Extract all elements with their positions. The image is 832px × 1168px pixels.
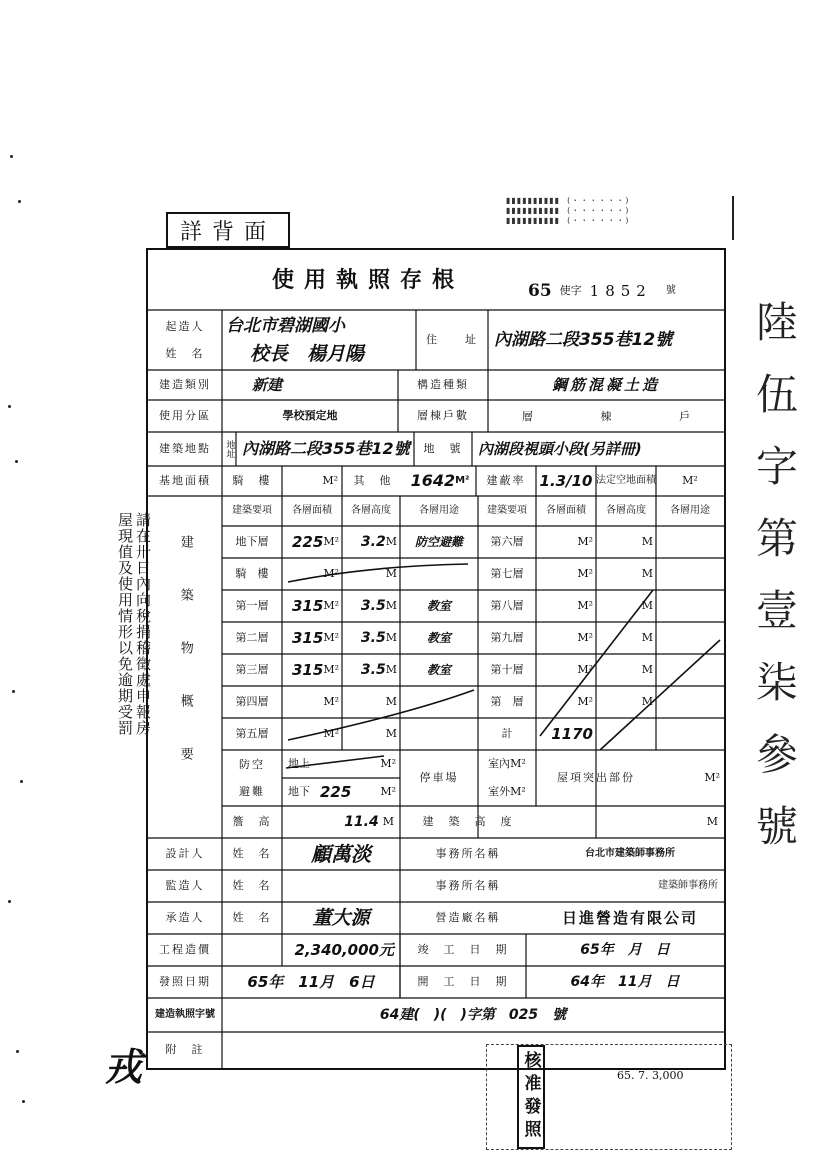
address-label: 住 址 [426,333,478,347]
floor-height-unit: M [385,599,397,613]
floor-area-unit: M² [577,567,593,581]
structure-value: 鋼筋混凝土造 [551,376,660,394]
site-address: 內湖路二段355巷12號 [242,439,410,459]
parking-label: 停車場 [419,771,459,785]
header-height-left: 各層高度 [351,505,391,516]
site-sub-label: 地址 [224,440,235,458]
legal-open-unit: M² [682,474,698,488]
floor-use-left: 教室 [426,598,451,613]
floor-item-right: 第 層 [490,695,524,709]
floor-item-left: 第一層 [235,599,269,613]
other-label: 其 他 [353,474,393,488]
supervisor-name-label: 姓 名 [232,879,272,893]
corner-mark: 戎 [104,1045,143,1089]
floor-area-left [282,718,342,750]
floor-item-left: 第三層 [235,663,269,677]
floor-height-left [342,686,400,718]
other-value: 1642 M² [410,471,470,491]
roof-label: 屋項突出部份 [557,771,635,785]
floor-height-right: M [641,567,653,581]
contractor-name: 董大源 [312,906,370,929]
floor-item-right: 第六層 [490,535,524,549]
structure-label: 構造種類 [417,378,469,392]
floor-area-value: 1170 [551,725,593,743]
floor-area-value: 315 [292,629,324,647]
floor-item-right: 第十層 [490,663,524,677]
floor-height-right: M [641,535,653,549]
summary-section-label: 建築物概要 [177,534,193,800]
building-height-unit: M [706,815,718,829]
coverage-label: 建蔽率 [486,474,526,488]
floor-area-value: 225 [292,533,324,551]
legal-open-label: 法定空地面積 [596,475,656,486]
floor-item-right: 第八層 [490,599,524,613]
floors-values: 層 棟 戶 [521,410,691,423]
floor-area-unit: M² [323,727,339,741]
site-label: 建築地點 [159,442,211,456]
floor-height-value: 3.5 [360,597,386,614]
floor-area-left [282,526,342,558]
floor-area-unit: M² [577,695,593,709]
floor-area-right [536,718,596,750]
start-date-label: 開 工 日 期 [417,975,509,989]
contractor-office-label: 營造廠名稱 [435,911,501,925]
contractor-label: 承造人 [165,911,205,925]
floor-area-unit: M² [323,695,339,709]
permit-ref-label: 建造執照字號 [155,1009,215,1020]
designer-name: 顧萬淡 [311,842,371,866]
lot-value: 內湖段視頭小段(另詳冊) [478,440,642,458]
floor-area-unit: M² [323,599,339,613]
floor-area-right [536,654,596,686]
completion-label: 竣 工 日 期 [417,943,509,957]
floor-area-unit: M² [323,535,339,549]
floor-height-unit: M [385,727,397,741]
issue-date-label: 發照日期 [159,975,211,989]
floor-area-left [282,622,342,654]
floor-height-right: M [641,631,653,645]
supervisor-label: 監造人 [165,879,205,893]
floor-use-left: 教室 [426,630,451,645]
start-date-value: 64年 11月 日 [570,973,680,990]
floor-area-right [536,526,596,558]
arcade-unit: M² [322,474,338,488]
permit-form [146,248,726,1070]
floor-area-unit: M² [577,631,593,645]
lot-label: 地 號 [423,442,463,456]
floor-area-left [282,590,342,622]
supervisor-office: 建築師事務所 [658,880,718,891]
shelter-below: 地下 225 M² [288,783,396,801]
permit-ref-value: 64建( )( )字第 025 號 [379,1006,567,1023]
floor-height-left [342,526,400,558]
floor-area-left [282,654,342,686]
header-item-left: 建築要項 [232,505,272,516]
permit-number-line: 65 使字 1852 號 [528,280,676,301]
floor-item-right: 第七層 [490,567,524,581]
form-title: 使用執照存根 [271,266,464,293]
floor-area-right [536,558,596,590]
building-type-value: 新建 [252,376,283,394]
floor-use-left: 防空避難 [414,534,463,549]
floor-area-unit: M² [577,535,593,549]
floor-height-left [342,654,400,686]
coverage-value: 1.3/10 [539,472,593,490]
zone-value: 學校預定地 [282,409,338,423]
floor-height-right: M [641,695,653,709]
applicant-name: 台北市碧湖國小 校長 楊月陽 [226,316,365,365]
floor-item-right: 計 [501,727,513,741]
floor-height-left [342,590,400,622]
parking-outdoor: 室外 M² [488,785,526,799]
floor-use-left [400,718,478,750]
floor-height-left [342,558,400,590]
header-use-left: 各層用途 [419,505,459,516]
floor-area-left [282,686,342,718]
cost-label: 工程造價 [159,943,211,957]
floor-area-unit: M² [323,567,339,581]
header-height-right: 各層高度 [606,505,646,516]
address-value: 內湖路二段355巷12號 [494,329,673,350]
completion-value: 65年 月 日 [580,941,670,958]
building-height-label: 建 築 高 度 [422,815,514,829]
floor-height-unit: M [385,695,397,709]
floors-label: 層棟戶數 [417,409,469,423]
header-area-right: 各層面積 [546,505,586,516]
shelter-label: 防空 避難 [239,757,265,798]
contractor-name-label: 姓 名 [232,911,272,925]
arcade-label: 騎 樓 [232,474,272,488]
reverse-side-label: 詳背面 [166,212,290,248]
floor-area-unit: M² [577,663,593,677]
contractor-office: 日進營造有限公司 [561,909,698,927]
designer-office-label: 事務所名稱 [435,847,501,861]
cost-value: 2,340,000元 [294,941,394,959]
floor-area-right [536,686,596,718]
floor-height-right: M [641,663,653,677]
floor-item-right: 第九層 [490,631,524,645]
floor-use-left: 教室 [426,662,451,677]
floor-item-left: 第二層 [235,631,269,645]
approval-date: 65. 7. 3,000 [617,1069,684,1082]
bottom-approval-stamp [486,1044,732,1150]
floor-height-unit: M [385,567,397,581]
zone-label: 使用分區 [159,409,211,423]
area-label: 基地面積 [159,474,211,488]
floor-area-unit: M² [323,663,339,677]
header-stamp-block: ▮▮▮▮▮▮▮▮▮▮ (・・・・・・) ▮▮▮▮▮▮▮▮▮▮ (・・・・・・) ▮▮▮▮▮▮▮▮▮▮ (・・・・・・) [506,196,734,240]
floor-area-value: 315 [292,597,324,615]
header-use-right: 各層用途 [670,505,710,516]
floor-height-unit: M [385,535,397,549]
side-note-b: 請在卅日內向稅捐稽徵處申報房 [134,512,152,736]
floor-height-right: M [641,599,653,613]
roof-unit: M² [704,771,720,785]
floor-item-left: 第五層 [235,727,269,741]
floor-item-left: 地下層 [235,535,269,549]
floor-area-right [536,590,596,622]
supervisor-office-label: 事務所名稱 [435,879,501,893]
designer-office: 台北市建築師事務所 [585,848,675,859]
approval-chop: 核准發照 [517,1045,545,1149]
designer-name-label: 姓 名 [232,847,272,861]
floor-area-unit: M² [577,599,593,613]
issue-date-value: 65年 11月 6日 [247,973,375,991]
header-area-left: 各層面積 [292,505,332,516]
floor-item-left: 騎 樓 [235,567,269,581]
floor-area-left [282,558,342,590]
floor-use-left [400,558,478,590]
right-edge-stamp: 陸伍字第壹柒參號 [750,300,799,876]
floor-area-value: 315 [292,661,324,679]
eave-label: 簷 高 [232,815,272,829]
floor-height-left [342,718,400,750]
floor-area-right [536,622,596,654]
side-note-a: 屋現值及使用情形以免逾期受罰 [116,512,134,736]
floor-height-value: 3.2 [360,533,386,550]
building-type-label: 建造類別 [159,378,211,392]
notes-label: 附 註 [165,1043,205,1057]
floor-height-unit: M [385,663,397,677]
floor-height-value: 3.5 [360,661,386,678]
floor-height-value: 3.5 [360,629,386,646]
eave-value: 11.4 M [344,813,394,830]
floor-item-left: 第四層 [235,695,269,709]
floor-area-unit: M² [323,631,339,645]
header-item-right: 建築要項 [487,505,527,516]
designer-label: 設計人 [165,847,205,861]
floor-height-unit: M [385,631,397,645]
parking-indoor: 室內 M² [488,757,526,771]
shelter-above: 地上 M² [288,757,396,771]
applicant-label: 起造人 姓 名 [165,319,205,360]
floor-height-left [342,622,400,654]
floor-use-left [400,686,478,718]
